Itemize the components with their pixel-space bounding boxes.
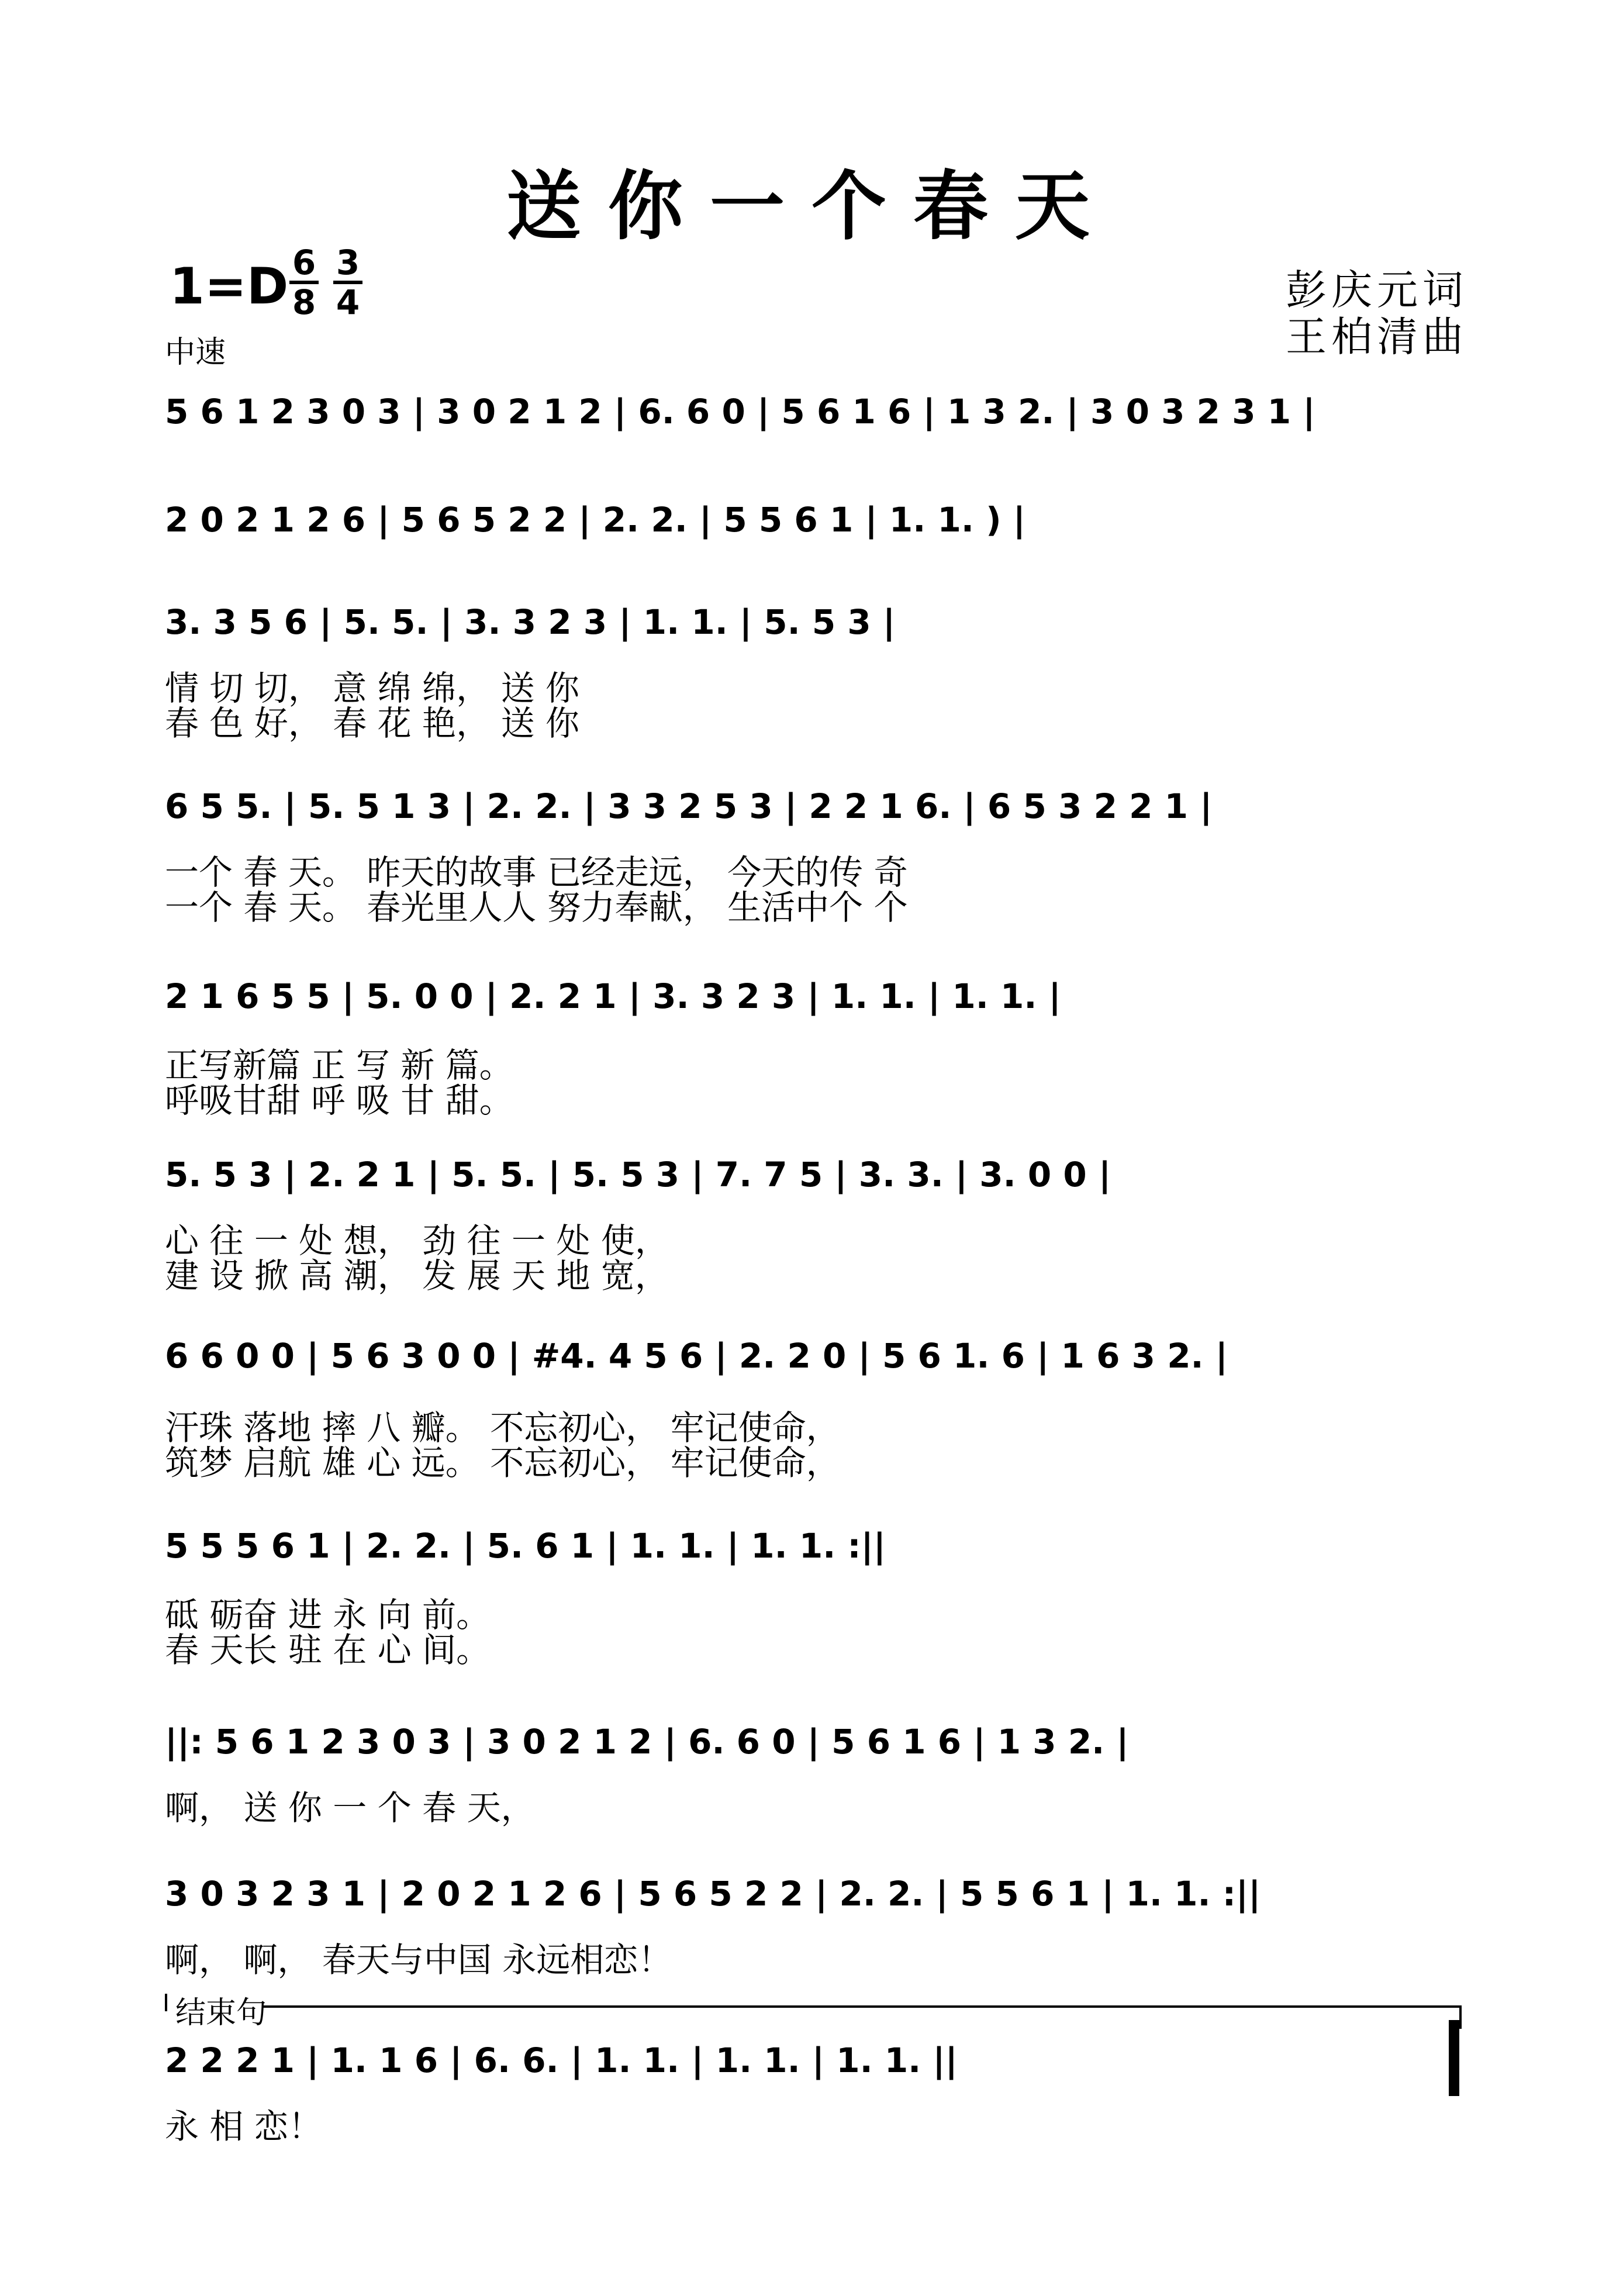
lyrics-line-4-verse-1: 一个 春 天。 昨天的故事 已经走远， 今天的传 奇: [165, 852, 908, 892]
notation-line-3: 3. 3 5 6 | 5. 5. | 3. 3 2 3 | 1. 1. | 5. 5 3 |: [165, 602, 896, 642]
lyrics-line-6-verse-1: 心 往 一 处 想， 劲 往 一 处 使，: [165, 1221, 669, 1261]
lyrics-line-7-verse-1: 汗珠 落地 摔 八 瓣。 不忘初心， 牢记使命，: [165, 1408, 840, 1448]
lyrics-line-8-verse-1: 砥 砺奋 进 永 向 前。: [165, 1595, 491, 1635]
lyrics-line-3-verse-2: 春 色 好， 春 花 艳， 送 你: [165, 703, 580, 743]
meter-numerator: 3: [336, 243, 360, 282]
lyrics-line-10: 啊， 啊， 春天与中国 永远相恋！: [165, 1940, 672, 1980]
notation-line-2: 2 0 2 1 2 6 | 5 6 5 2 2 | 2. 2. | 5 5 6 1 | 1. 1. ) |: [165, 500, 1025, 540]
notation-line-1: 5 6 1 2 3 0 3 | 3 0 2 1 2 | 6. 6 0 | 5 6 1 6 | 1 3 2. | 3 0 3 2 3 1 |: [165, 392, 1315, 431]
time-signature-1: [289, 243, 319, 322]
lyrics-line-9: 啊， 送 你 一 个 春 天，: [165, 1788, 535, 1828]
final-barline: [1449, 2020, 1459, 2096]
lyrics-line-8-verse-2: 春 天长 驻 在 心 间。: [165, 1630, 491, 1670]
notation-line-9: ||: 5 6 1 2 3 0 3 | 3 0 2 1 2 | 6. 6 0 | 5 6 1 6 | 1 3 2. |: [165, 1722, 1129, 1762]
lyrics-line-4-verse-2: 一个 春 天。 春光里人人 努力奉献， 生活中个 个: [165, 888, 908, 927]
notation-line-10: 3 0 3 2 3 1 | 2 0 2 1 2 6 | 5 6 5 2 2 | 2. 2. | 5 5 6 1 | 1. 1. :||: [165, 1874, 1261, 1914]
ending-bracket-right: [1459, 2005, 1462, 2029]
song-title: 送你一个春天: [506, 163, 1117, 250]
composer-credit: 王柏清曲: [1286, 313, 1468, 361]
lyrics-line-ending: 永 相 恋！: [165, 2107, 322, 2146]
lyrics-line-3-verse-1: 情 切 切， 意 绵 绵， 送 你: [165, 668, 580, 708]
time-signature-2: [333, 243, 362, 322]
notation-line-ending: 2 2 2 1 | 1. 1 6 | 6. 6. | 1. 1. | 1. 1. | 1. 1. ||: [165, 2040, 958, 2080]
lyrics-line-5-verse-1: 正写新篇 正 写 新 篇。: [165, 1045, 513, 1085]
tempo-marking: 中速: [165, 335, 226, 370]
meter-denominator: 4: [336, 282, 360, 322]
ending-label: 结束句: [175, 1995, 267, 2031]
notation-line-6: 5. 5 3 | 2. 2 1 | 5. 5. | 5. 5 3 | 7. 7 5 | 3. 3. | 3. 0 0 |: [165, 1155, 1111, 1194]
ending-bracket-left: [165, 1994, 167, 2011]
key-signature: 1=D: [170, 257, 289, 316]
lyricist-credit: 彭庆元词: [1286, 266, 1468, 314]
notation-line-4: 6 5 5. | 5. 5 1 3 | 2. 2. | 3 3 2 5 3 | 2 2 1 6. | 6 5 3 2 2 1 |: [165, 786, 1213, 826]
lyrics-line-5-verse-2: 呼吸甘甜 呼 吸 甘 甜。: [165, 1080, 513, 1120]
ending-bracket-line: [263, 2005, 1462, 2008]
notation-line-7: 6 6 0 0 | 5 6 3 0 0 | #4. 4 5 6 | 2. 2 0 | 5 6 1. 6 | 1 6 3 2. |: [165, 1336, 1228, 1376]
lyrics-line-6-verse-2: 建 设 掀 高 潮， 发 展 天 地 宽，: [165, 1256, 669, 1296]
lyrics-line-7-verse-2: 筑梦 启航 雄 心 远。 不忘初心， 牢记使命，: [165, 1443, 840, 1483]
notation-line-8: 5 5 5 6 1 | 2. 2. | 5. 6 1 | 1. 1. | 1. 1. :||: [165, 1526, 886, 1566]
notation-line-5: 2 1 6 5 5 | 5. 0 0 | 2. 2 1 | 3. 3 2 3 | 1. 1. | 1. 1. |: [165, 976, 1061, 1016]
meter-numerator: 6: [292, 243, 316, 282]
meter-denominator: 8: [292, 282, 316, 322]
